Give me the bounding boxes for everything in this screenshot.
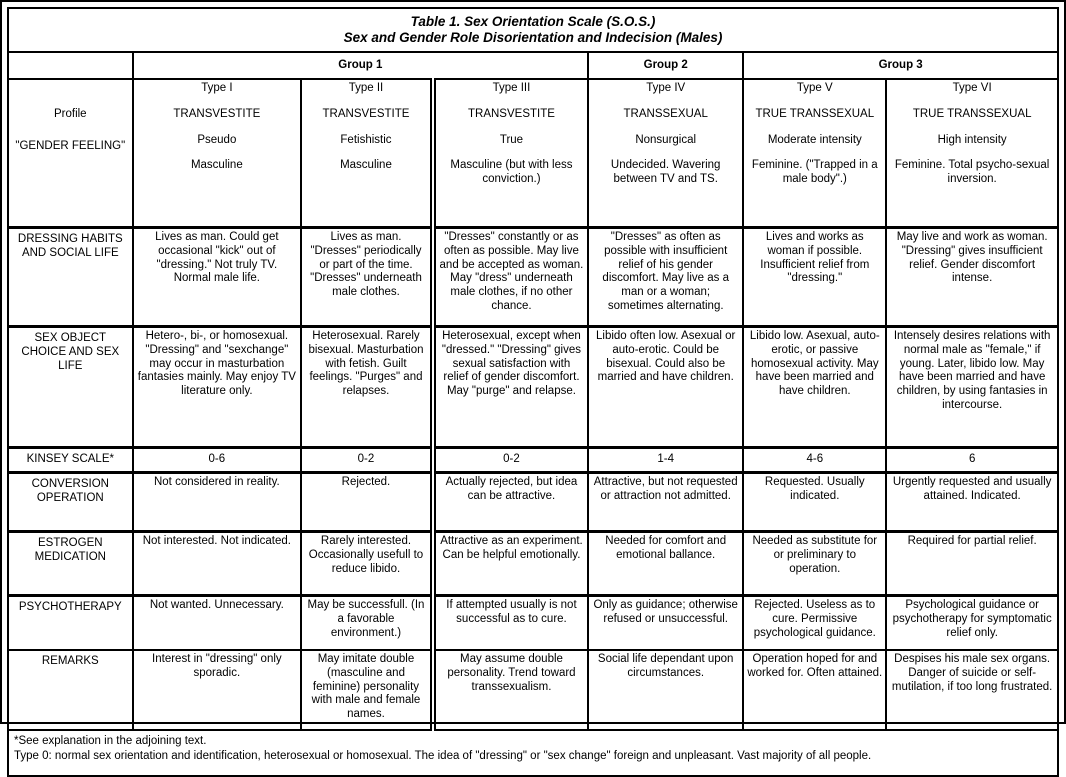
row-label: SEX OBJECT CHOICE AND SEX LIFE [8,327,133,448]
type-name: TRANSVESTITE [468,107,555,120]
table-cell: Interest in "dressing" only sporadic. [133,650,302,730]
profile-label-line1: Profile [53,108,87,120]
table-cell: May assume double personality. Trend toward transsexualism. [433,650,588,730]
type-feeling: Masculine (but with less conviction.) [450,159,573,186]
table-cell: Hetero-, bi-, or homosexual. "Dressing" and "sexchange" may occur in masturbation fantasies mainly. May enjoy TV literature only. [133,327,302,448]
table-cell: Required for partial relief. [886,532,1058,596]
type-label: Type I [201,82,233,94]
type-subtype: Fetishistic [340,133,392,146]
table-cell: Rejected. Useless as to cure. Permissive psychological guidance. [743,596,886,651]
type-subtype: Pseudo [197,133,237,146]
profile-row [8,79,1058,228]
table-cell: "Dresses" as often as possible with insufficient relief of his gender discomfort. May live as a man or a woman; sometimes alternating. [588,228,743,327]
type-name: TRANSVESTITE [322,107,410,120]
type-label: Type II [348,82,384,94]
table-cell: Not interested. Not indicated. [133,532,302,596]
table-cell: 1-4 [588,448,743,473]
table-cell: Libido low. Asexual, auto-erotic, or passive homosexual activity. May have been married and have children. [743,327,886,448]
table-cell: Not considered in reality. [133,473,302,532]
type6-header-cell [886,79,1058,228]
profile-row-label [8,79,133,228]
row-label: PSYCHOTHERAPY [8,596,133,651]
footnotes-row [8,730,1058,776]
row-label: KINSEY SCALE* [8,448,133,473]
type4-header-cell [588,79,743,228]
table-cell: Lives and works as woman if possible. Insufficient relief from "dressing." [743,228,886,327]
table-cell: Psychological guidance or psychotherapy for symptomatic relief only. [886,596,1058,651]
type3-header-cell [433,79,588,228]
table-cell: Intensely desires relations with normal male as "female," if young. Later, libido low. May have been married and have children, by using fantasies in intercourse. [886,327,1058,448]
row-label: REMARKS [8,650,133,730]
table-cell: Heterosexual, except when "dressed." "Dressing" gives sexual satisfaction with relief of gender discomfort. May "purge" and relapse. [433,327,588,448]
table-cell: Needed as substitute for or preliminary to operation. [743,532,886,596]
type-feeling: Feminine. ("Trapped in a male body".) [751,159,878,186]
table-title-cell [8,8,1058,52]
table-title-row [8,8,1058,52]
type-feeling: Undecided. Wavering between TV and TS. [610,159,721,186]
type-feeling: Masculine [190,159,243,172]
row-label: DRESSING HABITS AND SOCIAL LIFE [8,228,133,327]
sos-table [7,7,1059,777]
type-name: TRUE TRANSSEXUAL [755,107,875,120]
type-label: Type VI [952,82,992,94]
table-cell: Operation hoped for and worked for. Often attained. [743,650,886,730]
table-cell: 6 [886,448,1058,473]
type-feeling: Feminine. Total psycho-sexual inversion. [894,159,1050,186]
group-header-row [8,52,1058,79]
table-cell: 4-6 [743,448,886,473]
table-cell: "Dresses" constantly or as often as possible. May live and be accepted as woman. May "dress" underneath male clothes, if no other chance. [433,228,588,327]
group-header-empty-cell [8,52,133,79]
table-cell: May imitate double (masculine and feminine) personality with male and female names. [301,650,433,730]
type-label: Type III [492,82,531,94]
group1-header: Group 1 [133,52,588,79]
table-cell: Urgently requested and usually attained. Indicated. [886,473,1058,532]
type5-header-cell [743,79,886,228]
table-subtitle: Sex and Gender Role Disorientation and Indecision (Males) [343,30,723,45]
table-cell: 0-2 [433,448,588,473]
row-sex-object-choice [8,327,1058,448]
table-cell: Attractive as an experiment. Can be helpful emotionally. [433,532,588,596]
table-cell: 0-6 [133,448,302,473]
table-cell: May be successfull. (In a favorable environment.) [301,596,433,651]
type-subtype: True [499,133,524,146]
table-cell: Actually rejected, but idea can be attractive. [433,473,588,532]
type-subtype: High intensity [937,133,1007,146]
type-name: TRUE TRANSSEXUAL [912,107,1032,120]
row-estrogen-medication [8,532,1058,596]
table-cell: If attempted usually is not successful as to cure. [433,596,588,651]
row-dressing-habits [8,228,1058,327]
row-psychotherapy [8,596,1058,651]
table-title: Table 1. Sex Orientation Scale (S.O.S.) [410,13,656,29]
type-subtype: Moderate intensity [767,133,862,146]
type-name: TRANSVESTITE [173,107,261,120]
profile-label-line2: "GENDER FEELING" [15,139,126,152]
table-cell: Only as guidance; otherwise refused or unsuccessful. [588,596,743,651]
table-cell: Libido often low. Asexual or auto-erotic. Could be bisexual. Could also be married and have children. [588,327,743,448]
type-subtype: Nonsurgical [635,133,697,146]
table-cell: Lives as man. "Dresses" periodically or part of the time. "Dresses" underneath male clothes. [301,228,433,327]
row-label: ESTROGEN MEDICATION [8,532,133,596]
footnote-line2: Type 0: normal sex orientation and identification, heterosexual or homosexual. The idea of "dressing" or "sex change" foreign and unpleasant. Vast majority of all people. [14,749,872,762]
group2-header: Group 2 [588,52,743,79]
table-cell: 0-2 [301,448,433,473]
table-cell: Lives as man. Could get occasional "kick" out of "dressing." Not truly TV. Normal male life. [133,228,302,327]
table-cell: Despises his male sex organs. Danger of suicide or self-mutilation, if too long frustrated. [886,650,1058,730]
type-feeling: Masculine [340,159,392,172]
table-cell: Rarely interested. Occasionally usefull to reduce libido. [301,532,433,596]
type-label: Type V [796,82,833,94]
table-cell: Social life dependant upon circumstances. [588,650,743,730]
type2-header-cell [301,79,433,228]
footnotes-cell [8,730,1058,776]
row-kinsey-scale [8,448,1058,473]
table-cell: Heterosexual. Rarely bisexual. Masturbation with fetish. Guilt feelings. "Purges" and relapses. [301,327,433,448]
footnote-line1: *See explanation in the adjoining text. [14,735,207,747]
row-label: CONVERSION OPERATION [8,473,133,532]
table-cell: May live and work as woman. "Dressing" gives insufficient relief. Gender discomfort intense. [886,228,1058,327]
type1-header-cell [133,79,302,228]
table-cell: Needed for comfort and emotional ballance. [588,532,743,596]
table-cell: Not wanted. Unnecessary. [133,596,302,651]
table-cell: Requested. Usually indicated. [743,473,886,532]
type-name: TRANSSEXUAL [623,107,708,120]
type-label: Type IV [646,82,686,94]
table-cell: Rejected. [301,473,433,532]
row-remarks [8,650,1058,730]
row-conversion-operation [8,473,1058,532]
group3-header: Group 3 [743,52,1058,79]
table-cell: Attractive, but not requested or attraction not admitted. [588,473,743,532]
